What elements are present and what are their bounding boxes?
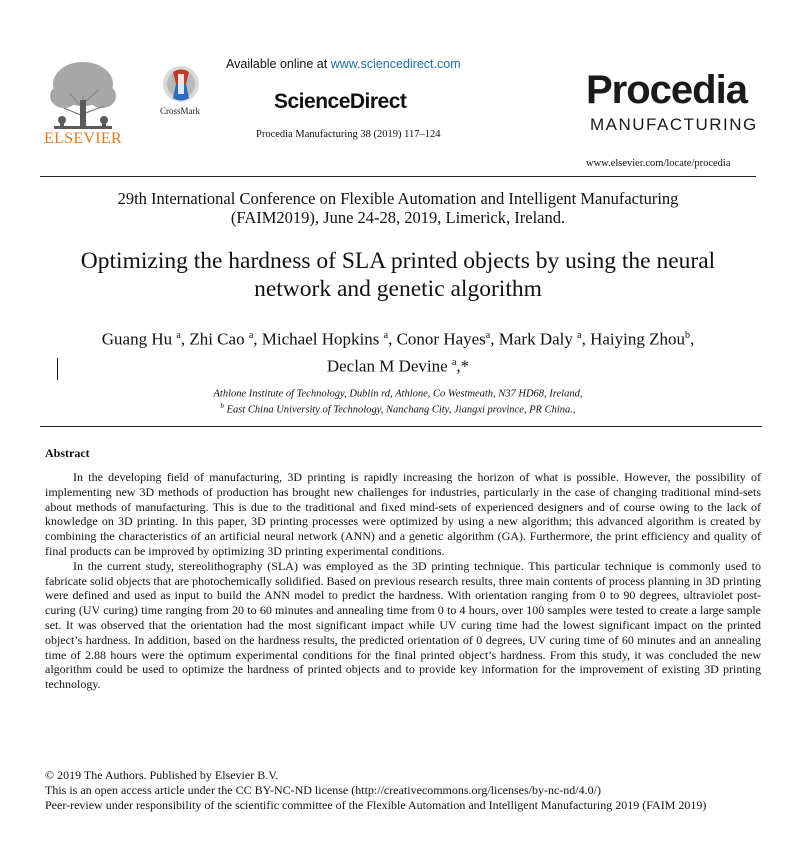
- author-affil-mark: a: [248, 330, 254, 341]
- author-affil-mark: b: [684, 330, 690, 341]
- conference-line-2: (FAIM2019), June 24-28, 2019, Limerick, Ireland.: [230, 208, 566, 227]
- license-link[interactable]: http://creativecommons.org/licenses/by-nc-nd/4.0/: [355, 783, 597, 797]
- author-affil-mark: a: [451, 356, 457, 368]
- sciencedirect-title: ScienceDirect: [274, 90, 407, 113]
- text-cursor: [57, 358, 58, 380]
- affiliation-text: East China University of Technology, Nanchang City, Jiangxi province, PR China.,: [226, 404, 576, 416]
- conference-info: [40, 189, 756, 227]
- available-online-line: [226, 57, 461, 71]
- sciencedirect-link[interactable]: www.sciencedirect.com: [330, 57, 461, 71]
- author-list: [30, 324, 766, 377]
- author-affil-mark: a: [485, 330, 491, 341]
- author-name: Mark Daly: [498, 329, 573, 349]
- author-affil-mark: a: [383, 330, 389, 341]
- author-name: Haiying Zhou: [590, 329, 685, 349]
- paper-title-line-1: Optimizing the hardness of SLA printed objects by using the neural: [80, 248, 716, 274]
- abstract-divider: [40, 426, 762, 427]
- copyright-line: © 2019 The Authors. Published by Elsevier B.V.: [45, 768, 279, 782]
- journal-reference: Procedia Manufacturing 38 (2019) 117–124: [256, 129, 441, 140]
- author-name: Conor Hayes: [396, 329, 486, 349]
- author-name: Declan M Devine: [326, 356, 448, 376]
- author-line-1: Guang Hu $^a$, Zhi Cao $^a$, Michael Hopkins $^a$, Conor Hayes$^a$, Mark Daly $^a$, Haiying Zhou$^b$,: [101, 329, 695, 349]
- journal-subname: MANUFACTURING: [590, 115, 758, 134]
- author-name: Guang Hu: [101, 329, 173, 349]
- available-prefix: Available online at: [226, 57, 331, 71]
- license-suffix: ): [596, 783, 601, 797]
- elsevier-wordmark: ELSEVIER: [44, 130, 122, 147]
- peer-review-line: Peer-review under responsibility of the scientific committee of the Flexible Automation and Intelligent Manufacturing 2019 (FAIM 2019): [45, 798, 707, 812]
- crossmark-icon: [160, 64, 202, 112]
- author-affil-mark: a: [176, 330, 181, 341]
- license-line: [45, 783, 775, 798]
- paper-title-line-2: network and genetic algorithm: [254, 276, 542, 302]
- affiliation-mark: b: [220, 402, 224, 410]
- journal-name: Procedia: [586, 68, 747, 112]
- crossmark-label: CrossMark: [160, 106, 200, 116]
- affiliation-text: Athlone Institute of Technology, Dublin rd, Athlone, Co Westmeath, N37 HD68, Ireland,: [213, 388, 583, 400]
- conference-line-1: 29th International Conference on Flexible Automation and Intelligent Manufacturing: [117, 189, 679, 208]
- license-prefix: This is an open access article under the CC BY-NC-ND license (: [45, 783, 356, 797]
- corresponding-author-mark: ,*: [456, 356, 470, 376]
- abstract-body: [45, 470, 761, 692]
- author-name: Zhi Cao: [189, 329, 245, 349]
- author-name: Michael Hopkins: [261, 329, 380, 349]
- affiliation-b: [40, 399, 756, 418]
- abstract-paragraph: In the current study, stereolithography (SLA) was employed as the 3D printing technique. This particular technique is commonly used to fabricate solid objects that are photochemically solidified. Based on previous research results, three main contents of process planning in 3D printing were defined and used as input to build the ANN model to predict the hardness. With orientation ranging from 0 to 90 degrees, ultraviolet post-curing (UV curing) time ranging from 20 to 60 minutes and annealing time from 0 to 4 hours, over 100 samples were tested to create a large sample set. It was observed that the orientation had the most significant impact while UV curing time had the lowest significant impact on the printed object’s hardness. In addition, based on the hardness results, the predicted orientation of 0 degrees, UV curing time of 60 minutes and an annealing time of 2.88 hours were the optimum experimental conditions for the final printed object’s hardness. From this study, it was concluded the new algorithm could be used to optimize the hardness of printed objects and to provide key information for the improvement of existing 3D printing technology.: [45, 558, 761, 692]
- abstract-heading: Abstract: [45, 446, 90, 460]
- author-affil-mark: a: [577, 330, 582, 341]
- journal-url-link[interactable]: www.elsevier.com/locate/procedia: [586, 158, 731, 169]
- author-line-2: [30, 351, 766, 378]
- abstract-paragraph: In the developing field of manufacturing, 3D printing is rapidly increasing the horizon of what is possible. However, the possibility of implementing new 3D methods of production has brought new challenges for industries, particularly in the case of changing traditional mind-sets about methods of manufacturing. This is due to the traditional and fixed mind-sets of experienced designers and of course owing to the lack of knowledge on 3D printing. In this paper, 3D printing processes were optimized by using a new algorithm; this advanced algorithm is created by combining the characteristics of an artificial neural network (ANN) and a genetic algorithm (GA). Furthermore, the print efficiency and quality of final products can be improved by optimizing 3D printing experimental conditions.: [45, 470, 761, 558]
- header-divider: [40, 176, 756, 177]
- paper-title: [30, 247, 766, 303]
